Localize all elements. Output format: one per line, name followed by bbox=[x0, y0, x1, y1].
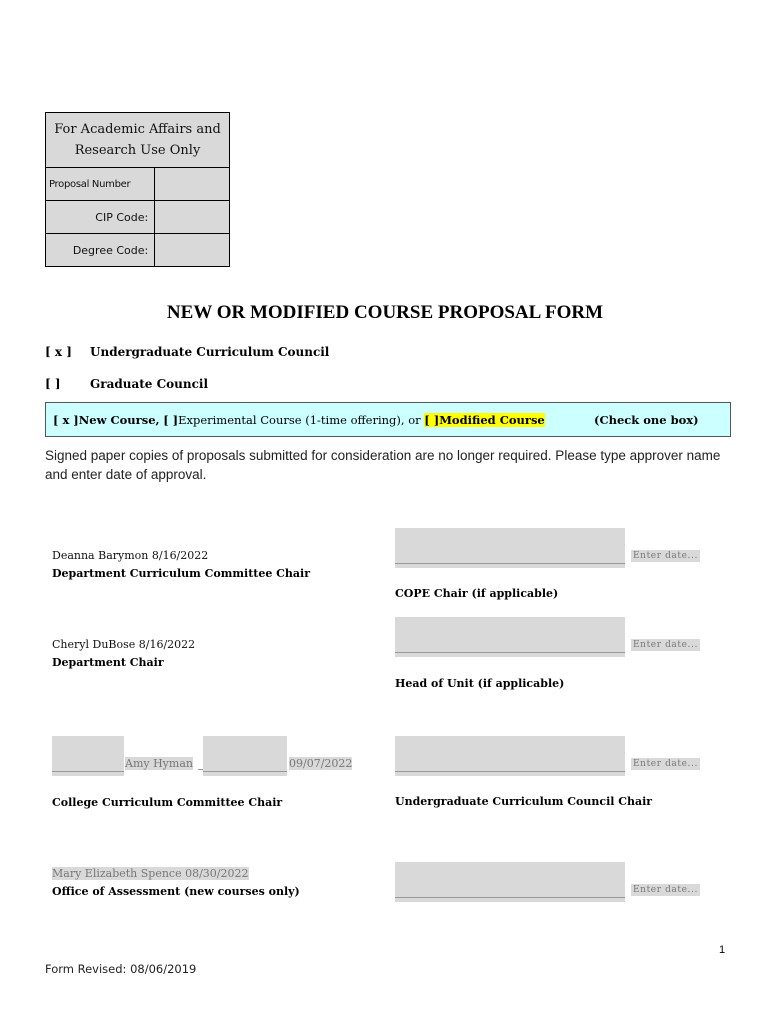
cip-code-field[interactable] bbox=[155, 201, 230, 234]
form-title: NEW OR MODIFIED COURSE PROPOSAL FORM bbox=[166, 302, 604, 323]
dept-curriculum-chair-signature[interactable]: Deanna Barymon 8/16/2022 bbox=[52, 549, 209, 562]
ucc-chair-name-field[interactable] bbox=[395, 736, 625, 776]
proposal-number-field[interactable] bbox=[155, 168, 230, 201]
assessment-name-field[interactable] bbox=[395, 862, 625, 902]
council-undergraduate[interactable] bbox=[45, 345, 329, 359]
modified-course-checkbox[interactable]: [ ] bbox=[424, 413, 440, 427]
undergraduate-checkbox[interactable]: [ x ] bbox=[45, 345, 72, 359]
graduate-label: Graduate Council bbox=[90, 377, 209, 391]
college-chair-suffix-field[interactable] bbox=[203, 736, 287, 776]
college-chair-underscore: _ bbox=[198, 757, 204, 770]
college-chair-role: College Curriculum Committee Chair bbox=[52, 796, 283, 809]
dept-curriculum-chair-role: Department Curriculum Committee Chair bbox=[52, 567, 311, 580]
office-use-heading: For Academic Affairs and Research Use Only bbox=[46, 113, 230, 168]
dept-chair-role: Department Chair bbox=[52, 656, 164, 669]
new-course-checkbox[interactable]: [ x ] bbox=[53, 413, 79, 427]
college-chair-prefix-field[interactable] bbox=[52, 736, 124, 776]
modified-course-label: Modified Course bbox=[439, 413, 545, 427]
check-one-note: (Check one box) bbox=[594, 413, 699, 427]
or-text: or bbox=[408, 413, 421, 427]
cope-chair-role: COPE Chair (if applicable) bbox=[395, 587, 559, 600]
form-revised-footer: Form Revised: 08/06/2019 bbox=[45, 962, 197, 976]
experimental-course-label: Experimental Course (1-time offering), bbox=[178, 413, 405, 427]
degree-code-field[interactable] bbox=[155, 234, 230, 267]
proposal-number-label: Proposal Number bbox=[46, 168, 155, 201]
instructions-text: Signed paper copies of proposals submitted for consideration are no longer required. Please type approver name and enter date of approval. bbox=[45, 448, 721, 482]
ucc-chair-role: Undergraduate Curriculum Council Chair bbox=[395, 795, 653, 808]
assessment-role: Office of Assessment (new courses only) bbox=[52, 885, 300, 898]
cope-chair-date-field[interactable]: Enter date... bbox=[633, 551, 698, 561]
council-graduate[interactable] bbox=[45, 377, 208, 391]
office-use-table bbox=[45, 112, 230, 267]
ucc-chair-date-field[interactable]: Enter date... bbox=[633, 759, 698, 769]
degree-code-label: Degree Code: bbox=[46, 234, 155, 267]
cope-chair-name-field[interactable] bbox=[395, 528, 625, 568]
graduate-checkbox[interactable]: [ ] bbox=[45, 377, 61, 391]
head-unit-name-field[interactable] bbox=[395, 617, 625, 657]
undergraduate-label: Undergraduate Curriculum Council bbox=[90, 345, 330, 359]
experimental-course-checkbox[interactable]: [ ] bbox=[163, 413, 179, 427]
new-course-label: New Course, bbox=[78, 413, 160, 427]
head-unit-date-field[interactable]: Enter date... bbox=[633, 640, 698, 650]
dept-chair-signature[interactable]: Cheryl DuBose 8/16/2022 bbox=[52, 638, 196, 651]
head-unit-role: Head of Unit (if applicable) bbox=[395, 677, 565, 690]
course-type-box bbox=[45, 402, 731, 437]
assessment-signature[interactable]: Mary Elizabeth Spence 08/30/2022 bbox=[52, 867, 249, 880]
assessment-date-field[interactable]: Enter date... bbox=[633, 885, 698, 895]
cip-code-label: CIP Code: bbox=[46, 201, 155, 234]
page-number: 1 bbox=[719, 944, 726, 956]
college-chair-name[interactable]: Amy Hyman bbox=[125, 757, 193, 770]
college-chair-date[interactable]: 09/07/2022 bbox=[289, 757, 353, 770]
